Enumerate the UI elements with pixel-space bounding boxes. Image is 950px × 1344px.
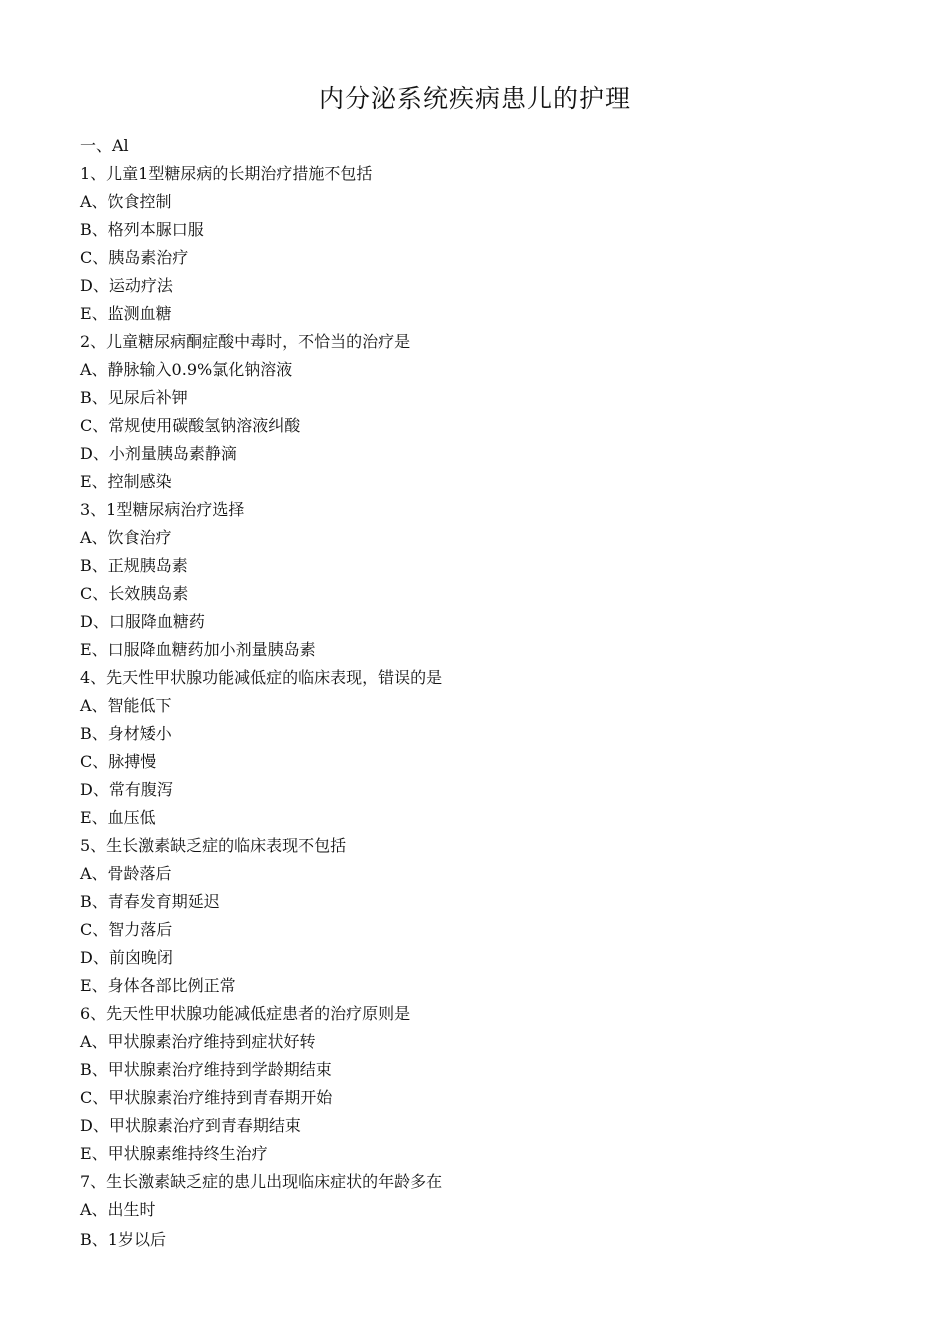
question-stem: 3、1型糖尿病治疗选择 — [80, 500, 245, 519]
option-a: A、甲状腺素治疗维持到症状好转 — [80, 1032, 316, 1051]
question-stem: 1、儿童1型糖尿病的长期治疗措施不包括 — [80, 164, 373, 183]
option-e: E、血压低 — [80, 808, 156, 827]
option-e: E、控制感染 — [80, 472, 172, 491]
option-b: B、青春发育期延迟 — [80, 892, 220, 911]
question-list — [80, 132, 880, 1254]
option-a: A、智能低下 — [80, 696, 172, 715]
question-stem: 2、儿童糖尿病酮症酸中毒时，不恰当的治疗是 — [80, 332, 411, 351]
option-c: C、长效胰岛素 — [80, 584, 189, 603]
option-a: A、静脉输入0.9%氯化钠溶液 — [80, 360, 293, 379]
option-c: C、智力落后 — [80, 920, 173, 939]
page-title: 内分泌系统疾病患儿的护理 — [318, 84, 631, 113]
option-d: D、小剂量胰岛素静滴 — [80, 444, 237, 463]
option-a: A、饮食治疗 — [80, 528, 172, 547]
option-b: B、1岁以后 — [80, 1230, 166, 1249]
option-b: B、身材矮小 — [80, 724, 172, 743]
option-b: B、格列本脲口服 — [80, 220, 204, 239]
option-a: A、骨龄落后 — [80, 864, 172, 883]
option-e: E、甲状腺素维持终生治疗 — [80, 1144, 268, 1163]
question-stem: 7、生长激素缺乏症的患儿出现临床症状的年龄多在 — [80, 1172, 443, 1191]
option-d: D、常有腹泻 — [80, 780, 173, 799]
option-c: C、脉搏慢 — [80, 752, 157, 771]
option-c: C、胰岛素治疗 — [80, 248, 189, 267]
option-e: E、监测血糖 — [80, 304, 172, 323]
option-c: C、常规使用碳酸氢钠溶液纠酸 — [80, 416, 301, 435]
option-b: B、见尿后补钾 — [80, 388, 188, 407]
question-stem: 6、先天性甲状腺功能减低症患者的治疗原则是 — [80, 1004, 411, 1023]
option-d: D、甲状腺素治疗到青春期结束 — [80, 1116, 301, 1135]
option-c: C、甲状腺素治疗维持到青春期开始 — [80, 1088, 333, 1107]
option-e: E、身体各部比例正常 — [80, 976, 236, 995]
question-stem: 5、生长激素缺乏症的临床表现不包括 — [80, 836, 347, 855]
option-d: D、前囟晚闭 — [80, 948, 173, 967]
option-a: A、饮食控制 — [80, 192, 172, 211]
option-d: D、运动疗法 — [80, 276, 173, 295]
section-heading: 一、Al — [80, 136, 129, 155]
option-e: E、口服降血糖药加小剂量胰岛素 — [80, 640, 316, 659]
question-stem: 4、先天性甲状腺功能减低症的临床表现，错误的是 — [80, 668, 443, 687]
option-d: D、口服降血糖药 — [80, 612, 205, 631]
option-b: B、甲状腺素治疗维持到学龄期结束 — [80, 1060, 332, 1079]
option-b: B、正规胰岛素 — [80, 556, 188, 575]
option-a: A、出生时 — [80, 1200, 156, 1219]
